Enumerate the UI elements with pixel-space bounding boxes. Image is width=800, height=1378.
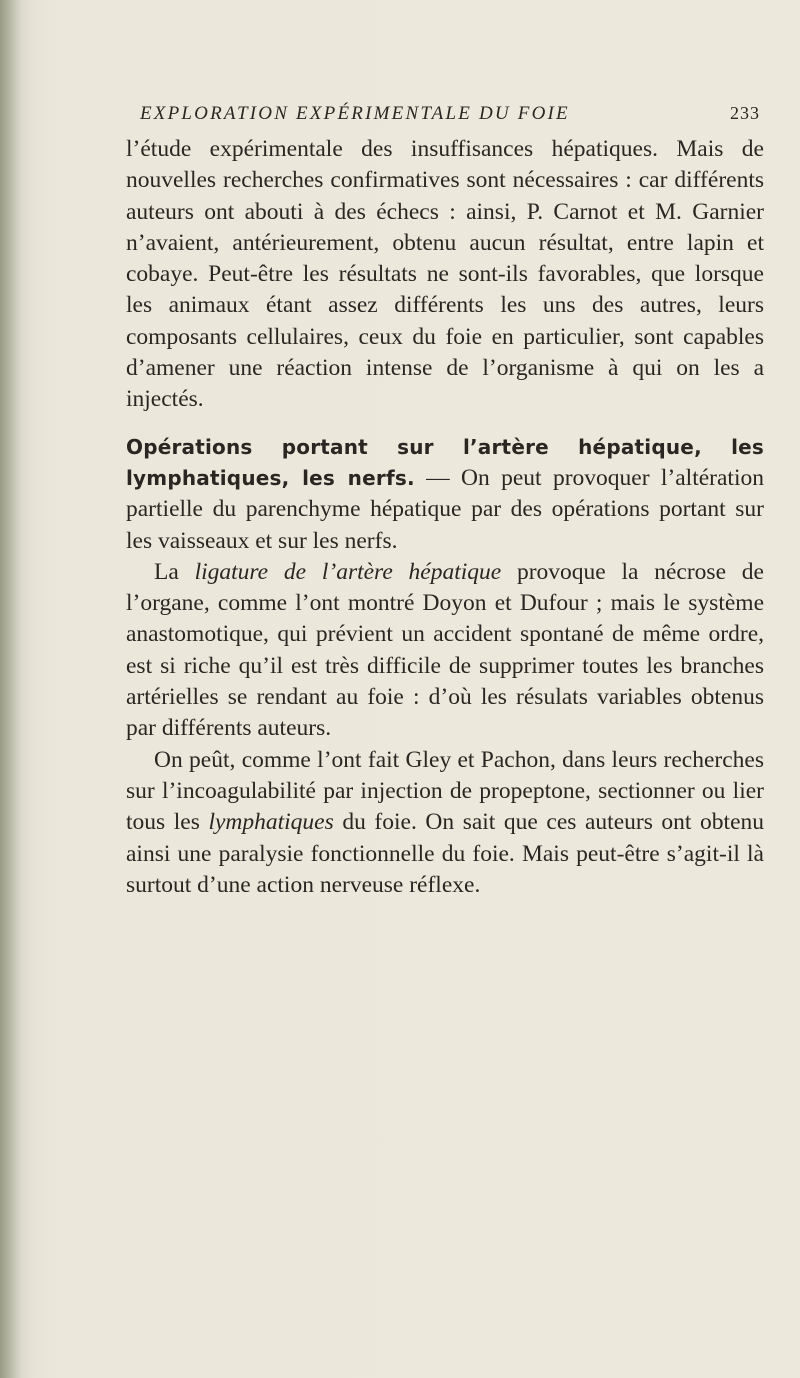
- paragraph-lymphatiques-start: On peût, comme l’ont fait Gley et Pachon, dans leurs recherches sur l’incoagulabilité par injection de propeptone, sectionner ou lier tous les: [126, 746, 764, 836]
- paragraph-lymphatiques-italic: lymphatiques: [208, 809, 334, 836]
- paragraph-ligature: [126, 557, 764, 745]
- paragraph-lymphatiques-rest: du foie. On sait que ces auteurs ont obtenu ainsi une paralysie fonctionnelle du foie. Mais peut-être s’agit-il là surtout d’une action nerveuse réflexe.: [126, 809, 764, 898]
- body-text: [126, 134, 764, 901]
- page-number: 233: [730, 103, 760, 123]
- section-title: Opérations portant sur l’artère hépatique, les lymphatiques, les nerfs.: [126, 434, 764, 490]
- paragraph-ligature-rest: provoque la nécrose de l’organe, comme l’ont montré Doyon et Dufour ; mais le système anastomotique, qui prévient un accident spontané de même ordre, est si riche qu’il est très difficile de supprimer toutes les branches artérielles se rendant au foie : d’où les résulats variables obtenus par différents auteurs.: [126, 558, 764, 742]
- section-paragraph: [126, 432, 764, 557]
- paragraph-continuation: l’étude expérimentale des insuffisances hépatiques. Mais de nouvelles recherches confirmatives sont nécessaires : car différents auteurs ont abouti à des échecs : ainsi, P. Carnot et M. Garnier n’avaient, antérieurement, obtenu aucun résultat, entre lapin et cobaye. Peut-être les résultats ne sont-ils favorables, que lorsque les animaux étant assez différents les uns des autres, leurs composants cellulaires, ceux du foie en particulier, sont capables d’amener une réaction intense de l’organisme à qui on les a injectés.: [126, 136, 764, 413]
- page-edge-shadow: [0, 0, 22, 1378]
- section-text: — On peut provoquer l’altération partielle du parenchyme hépatique par des opérations portant sur les vaisseaux et sur les nerfs.: [126, 464, 764, 554]
- page-header: [140, 103, 760, 137]
- paragraph-lymphatiques: [126, 745, 764, 901]
- paragraph-ligature-italic: ligature de l’artère hépatique: [194, 558, 502, 585]
- running-head: EXPLORATION EXPÉRIMENTALE DU FOIE: [140, 103, 570, 124]
- paragraph-ligature-start: La: [154, 558, 195, 585]
